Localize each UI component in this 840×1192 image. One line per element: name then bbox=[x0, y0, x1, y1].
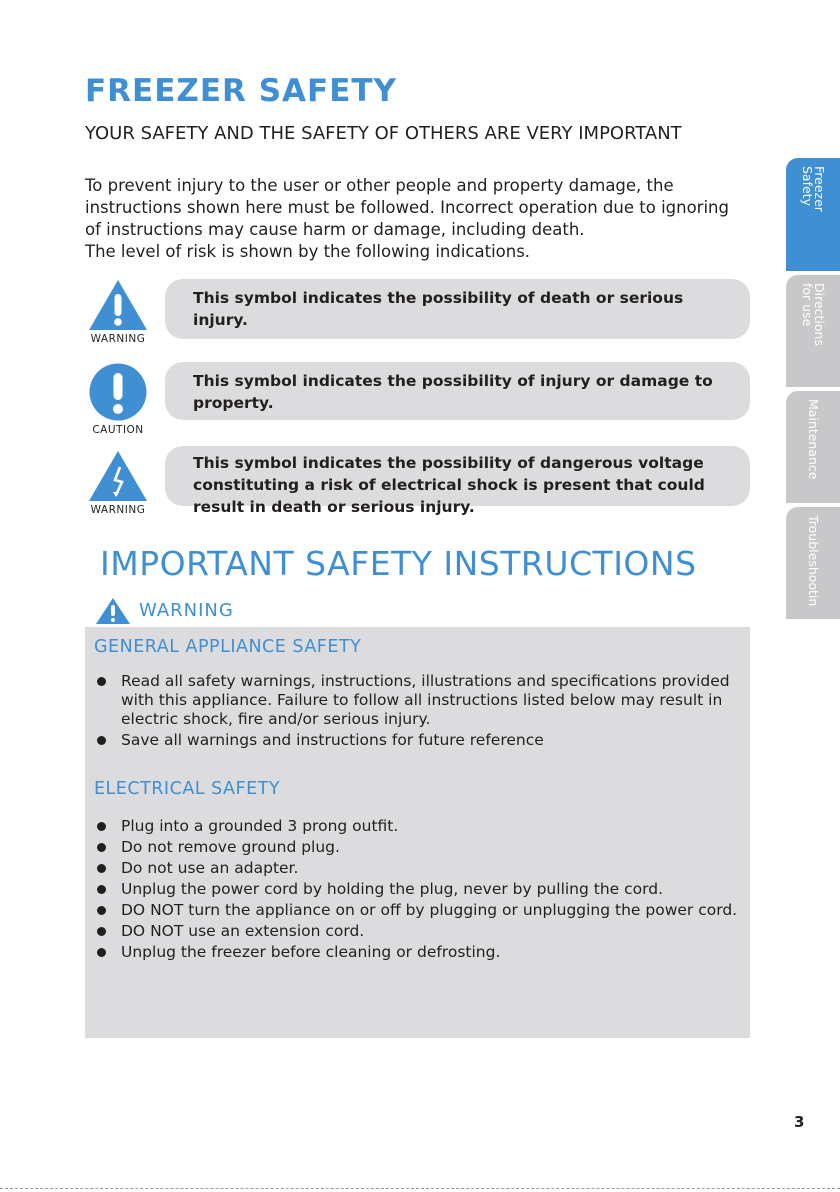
symbol-description: This symbol indicates the possibility of injury or damage to property. bbox=[165, 362, 750, 420]
tab-directions-for-use[interactable] bbox=[786, 275, 840, 387]
tab-label: Maintenance bbox=[806, 399, 821, 480]
tab-troubleshooting[interactable] bbox=[786, 507, 840, 619]
list-item: DO NOT use an extension cord. bbox=[94, 922, 744, 941]
list-item: Unplug the freezer before cleaning or defrosting. bbox=[94, 943, 744, 962]
page-title: FREEZER SAFETY bbox=[85, 73, 397, 109]
important-safety-heading: IMPORTANT SAFETY INSTRUCTIONS bbox=[100, 544, 697, 583]
section-heading-electrical: ELECTRICAL SAFETY bbox=[94, 779, 281, 799]
list-item: Do not remove ground plug. bbox=[94, 838, 744, 857]
tab-label: Directions for use bbox=[800, 283, 827, 346]
symbol-row-electric bbox=[85, 446, 750, 516]
page-number: 3 bbox=[794, 1113, 805, 1131]
symbol-row-caution bbox=[85, 362, 750, 436]
warning-label: WARNING bbox=[139, 600, 234, 621]
warning-triangle-icon bbox=[88, 279, 148, 331]
intro-paragraph: To prevent injury to the user or other people and property damage, the instructions shown here must be followed. Incorrect operation due to ignoring of instructions may cause harm or damage, including death. bbox=[85, 176, 729, 239]
tab-freezer-safety[interactable] bbox=[786, 158, 840, 271]
list-item: Save all warnings and instructions for future reference bbox=[94, 731, 744, 750]
list-item: Read all safety warnings, instructions, illustrations and specifications provided with this appliance. Failure to follow all instructions listed below may result in electric shock, fire and/or serious injury. bbox=[94, 672, 744, 729]
caution-circle-icon bbox=[88, 362, 148, 422]
page-subtitle: YOUR SAFETY AND THE SAFETY OF OTHERS ARE VERY IMPORTANT bbox=[85, 123, 682, 144]
risk-level-text: The level of risk is shown by the following indications. bbox=[85, 242, 531, 261]
symbol-description: This symbol indicates the possibility of death or serious injury. bbox=[165, 279, 750, 339]
tab-label: Freezer Safety bbox=[800, 166, 827, 212]
page-bottom-rule bbox=[0, 1188, 840, 1189]
symbol-description: This symbol indicates the possibility of dangerous voltage constituting a risk of electrical shock is present that could result in death or serious injury. bbox=[165, 446, 750, 506]
electrical-safety-list bbox=[94, 817, 744, 964]
tab-label: Troubleshootin bbox=[806, 515, 821, 607]
tab-maintenance[interactable] bbox=[786, 391, 840, 503]
list-item: DO NOT turn the appliance on or off by plugging or unplugging the power cord. bbox=[94, 901, 744, 920]
electric-warning-icon bbox=[88, 450, 148, 502]
symbol-row-warning bbox=[85, 279, 750, 345]
safety-instructions-box bbox=[85, 627, 750, 1038]
warning-triangle-icon bbox=[95, 597, 131, 625]
list-item: Plug into a grounded 3 prong outfit. bbox=[94, 817, 744, 836]
symbol-caption: CAUTION bbox=[92, 424, 144, 436]
list-item: Unplug the power cord by holding the plug, never by pulling the cord. bbox=[94, 880, 744, 899]
general-safety-list bbox=[94, 672, 744, 752]
symbol-caption: WARNING bbox=[90, 333, 146, 345]
list-item: Do not use an adapter. bbox=[94, 859, 744, 878]
symbol-caption: WARNING bbox=[90, 504, 146, 516]
section-heading-general: GENERAL APPLIANCE SAFETY bbox=[94, 637, 362, 657]
